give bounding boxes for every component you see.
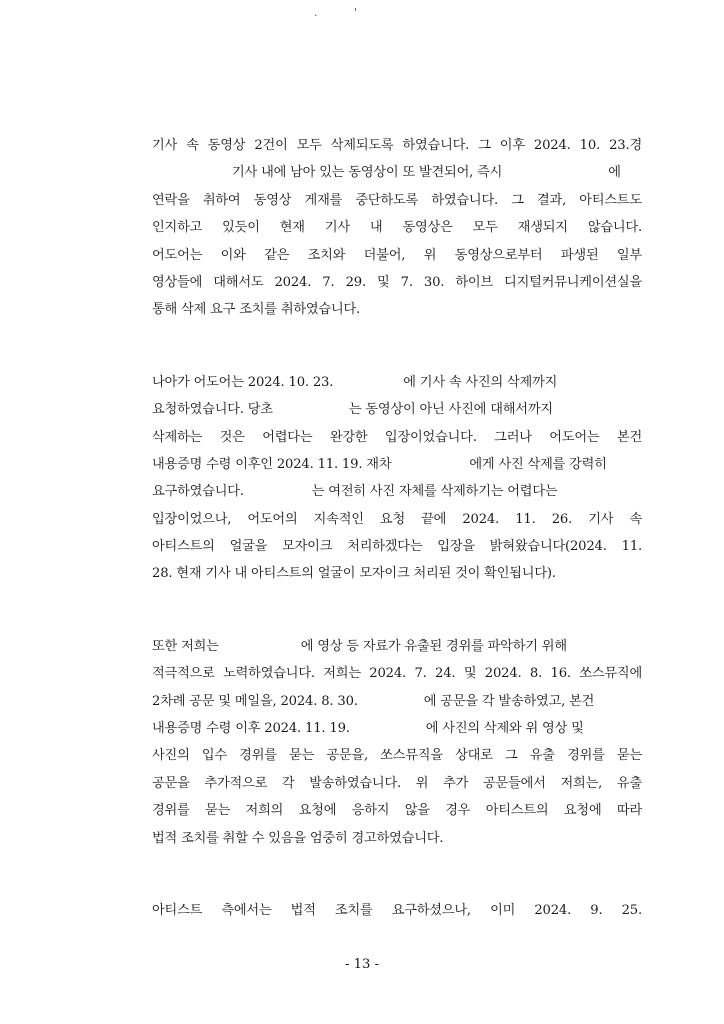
text-line: 어도어는 이와 같은 조치와 더불어, 위 동영상으로부터 파생된 일부: [152, 247, 642, 263]
text-segment: 내용증명 수령 이후 2024. 11. 19.: [152, 721, 350, 737]
text-line: [152, 369, 642, 396]
text-line: 경위를 묻는 저희의 요청에 응하지 않을 경우 아티스트의 요청에 따라: [152, 803, 642, 819]
text-segment: 2차례 공문 및 메일을, 2024. 8. 30.: [152, 693, 358, 709]
text-segment: 나아가 어도어는 2024. 10. 23.: [152, 374, 334, 390]
text-line: 법적 조치를 취할 수 있음을 엄중히 경고하였습니다.: [152, 830, 444, 846]
text-line: [152, 633, 642, 660]
text-segment: 는 동영상이 아닌 사진에 대해서까지: [348, 402, 553, 418]
text-line: [152, 159, 642, 186]
document-body: [152, 132, 642, 969]
scan-mark: ': [354, 6, 358, 19]
text-line: 적극적으로 노력하였습니다. 저희는 2024. 7. 24. 및 2024. 8. 16. 쏘스뮤직에: [152, 666, 642, 682]
text-segment: 에 영상 등 자료가 유출된 경위를 파악하기 위해: [300, 638, 567, 654]
text-line: [152, 715, 642, 742]
text-segment: 내용증명 수령 이후인 2024. 11. 19. 재차: [152, 456, 392, 472]
text-line: [152, 478, 642, 505]
text-line: 아티스트의 얼굴을 모자이크 처리하겠다는 입장을 밝혀왔습니다(2024. 11.: [152, 539, 642, 555]
text-line: [152, 451, 642, 478]
paragraph: [152, 369, 642, 588]
text-segment: 는 여전히 사진 자체를 삭제하기는 어렵다는: [311, 484, 558, 500]
text-segment: 기사 내에 남아 있는 동영상이 또 발견되어, 즉시: [232, 165, 503, 181]
text-line: 기사 속 동영상 2건이 모두 삭제되도록 하였습니다. 그 이후 2024. 10. 23.경: [152, 138, 642, 153]
text-line: 삭제하는 것은 어렵다는 완강한 입장이었습니다. 그러나 어도어는 본건: [152, 429, 642, 445]
text-line: 사진의 입수 경위를 묻는 공문을, 쏘스뮤직을 상대로 그 유출 경위를 묻는: [152, 748, 642, 764]
text-segment: 에: [608, 165, 621, 181]
text-line: 공문을 추가적으로 각 발송하였습니다. 위 추가 공문들에서 저희는, 유출: [152, 775, 642, 791]
text-line: 인지하고 있듯이 현재 기사 내 동영상은 모두 재생되지 않습니다.: [152, 220, 642, 236]
text-line: [152, 688, 642, 715]
text-line: 영상들에 대해서도 2024. 7. 29. 및 7. 30. 하이브 디지털커뮤니케이션실을: [152, 274, 642, 290]
scan-mark: .: [314, 6, 318, 19]
text-segment: 또한 저희는: [152, 638, 219, 654]
text-segment: 요구하였습니다.: [152, 484, 244, 500]
text-segment: 에 공문을 각 발송하였고, 본건: [423, 693, 595, 709]
text-line: 아티스트 측에서는 법적 조치를 요구하셨으나, 이미 2024. 9. 25.: [152, 902, 642, 918]
text-segment: 에 기사 속 사진의 삭제까지: [403, 374, 558, 390]
page-number: - 13 -: [344, 957, 380, 972]
paragraph: [152, 897, 642, 924]
text-line: [152, 396, 642, 423]
text-segment: 에 사진의 삭제와 위 영상 및: [425, 721, 584, 737]
scan-marks: [300, 6, 380, 22]
text-line: 연락을 취하여 동영상 게재를 중단하도록 하였습니다. 그 결과, 아티스트도: [152, 192, 642, 208]
text-line: 28. 현재 기사 내 아티스트의 얼굴이 모자이크 처리된 것이 확인됩니다).: [152, 566, 556, 582]
text-line: 통해 삭제 요구 조치를 취하였습니다.: [152, 302, 361, 318]
paragraph: [152, 132, 642, 324]
text-line: 입장이었으나, 어도어의 지속적인 요청 끝에 2024. 11. 26. 기사 속: [152, 511, 642, 527]
text-segment: 요청하였습니다. 당초: [152, 402, 273, 418]
paragraph: [152, 633, 642, 852]
text-segment: 에게 사진 삭제를 강력히: [469, 456, 607, 472]
